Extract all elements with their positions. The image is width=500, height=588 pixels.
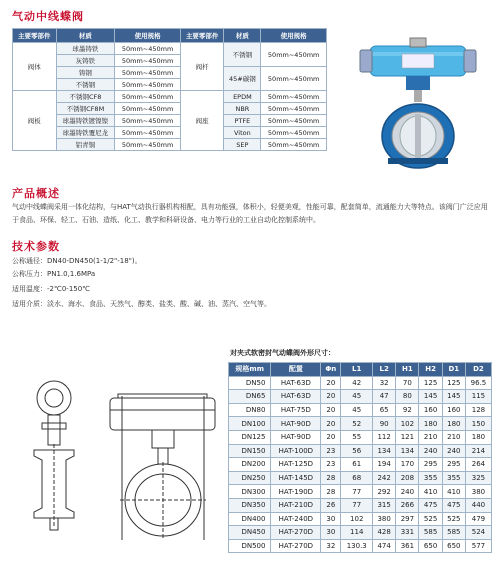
materials-row <box>13 127 327 139</box>
dims-cell: HAT-100D <box>271 444 321 458</box>
materials-cell: 50mm~450mm <box>261 91 327 103</box>
dims-cell: 242 <box>373 471 396 485</box>
dims-cell: HAT-90D <box>271 430 321 444</box>
dims-cell: 56 <box>341 444 373 458</box>
dims-cell: 125 <box>442 376 465 390</box>
materials-cell: Viton <box>224 127 261 139</box>
dims-cell: 292 <box>373 485 396 499</box>
dims-cell: 295 <box>419 458 442 472</box>
dims-cell: HAT-75D <box>271 403 321 417</box>
param-item: 公称压力：PN1.0,1.6MPa <box>12 270 96 278</box>
materials-row <box>13 115 327 127</box>
dims-header-cell: 配置 <box>271 363 321 377</box>
dims-cell: 52 <box>341 417 373 431</box>
dims-cell: 96.5 <box>465 376 491 390</box>
dims-cell: DN150 <box>229 444 271 458</box>
dims-cell: 70 <box>396 376 419 390</box>
materials-row <box>13 43 327 55</box>
dims-cell: DN125 <box>229 430 271 444</box>
dims-cell: 28 <box>321 471 341 485</box>
dims-cell: 210 <box>442 430 465 444</box>
dims-cell: 475 <box>442 498 465 512</box>
materials-cell: 50mm~450mm <box>115 91 181 103</box>
materials-cell: 50mm~450mm <box>115 79 181 91</box>
dims-cell: DN500 <box>229 539 271 553</box>
materials-cell: 50mm~450mm <box>261 67 327 91</box>
dims-cell: 361 <box>396 539 419 553</box>
materials-cell: 50mm~450mm <box>261 127 327 139</box>
params-title: 技术参数 <box>12 240 60 253</box>
dims-cell: 145 <box>442 390 465 404</box>
dims-cell: 45 <box>341 403 373 417</box>
dims-cell: 115 <box>465 390 491 404</box>
dims-cell: 128 <box>465 403 491 417</box>
dims-cell: 32 <box>321 539 341 553</box>
materials-cell: 球墨铸铁镀镍镍 <box>56 115 115 127</box>
dims-cell: 208 <box>396 471 419 485</box>
dims-row <box>229 376 492 390</box>
dims-cell: 240 <box>419 444 442 458</box>
dims-cell: HAT-270D <box>271 526 321 540</box>
dims-cell: HAT-190D <box>271 485 321 499</box>
dims-cell: 114 <box>341 526 373 540</box>
dims-cell: DN300 <box>229 485 271 499</box>
dims-cell: 42 <box>341 376 373 390</box>
dims-cell: 240 <box>396 485 419 499</box>
dims-cell: 112 <box>373 430 396 444</box>
dims-header-cell: 规格mm <box>229 363 271 377</box>
dims-cell: 134 <box>396 444 419 458</box>
dims-cell: HAT-145D <box>271 471 321 485</box>
dims-cell: HAT-270D <box>271 539 321 553</box>
dims-cell: 295 <box>442 458 465 472</box>
dims-row <box>229 417 492 431</box>
dims-header-cell: H2 <box>419 363 442 377</box>
dims-row <box>229 444 492 458</box>
dims-cell: 355 <box>419 471 442 485</box>
materials-row <box>13 91 327 103</box>
materials-cell: 50mm~450mm <box>261 43 327 67</box>
dims-cell: 380 <box>373 512 396 526</box>
dims-row <box>229 471 492 485</box>
materials-table <box>12 28 327 151</box>
dims-cell: DN450 <box>229 526 271 540</box>
dims-cell: 45 <box>341 390 373 404</box>
dims-row <box>229 526 492 540</box>
materials-row <box>13 139 327 151</box>
dims-cell: DN80 <box>229 403 271 417</box>
dims-cell: 68 <box>341 471 373 485</box>
dims-cell: 180 <box>465 430 491 444</box>
materials-cell: SEP <box>224 139 261 151</box>
dims-header-cell: H1 <box>396 363 419 377</box>
materials-cell: 灰铸铁 <box>56 55 115 67</box>
dims-header-cell: L2 <box>373 363 396 377</box>
dims-cell: DN350 <box>229 498 271 512</box>
materials-cell: 50mm~450mm <box>261 139 327 151</box>
dims-cell: 23 <box>321 458 341 472</box>
dims-cell: 32 <box>373 376 396 390</box>
dims-header-cell: Φn <box>321 363 341 377</box>
dims-cell: 160 <box>419 403 442 417</box>
dims-row <box>229 430 492 444</box>
dims-cell: 20 <box>321 417 341 431</box>
dims-cell: DN50 <box>229 376 271 390</box>
dims-cell: 266 <box>396 498 419 512</box>
dims-cell: 585 <box>419 526 442 540</box>
dims-cell: 475 <box>419 498 442 512</box>
dims-cell: 479 <box>465 512 491 526</box>
dims-header-cell: L1 <box>341 363 373 377</box>
dims-table <box>228 362 492 553</box>
page-title: 气动中线蝶阀 <box>12 10 84 23</box>
dims-cell: 214 <box>465 444 491 458</box>
dims-cell: 28 <box>321 485 341 499</box>
dims-row <box>229 485 492 499</box>
dims-cell: 170 <box>396 458 419 472</box>
dims-cell: 20 <box>321 390 341 404</box>
param-item: 适用介质：淡水、海水、食品、天然气、醇类、盐类、酸、碱、油、蒸汽、空气等。 <box>12 300 271 308</box>
materials-cell: 50mm~450mm <box>115 67 181 79</box>
materials-cell: 50mm~450mm <box>115 115 181 127</box>
materials-cell: 不锈钢CF8 <box>56 91 115 103</box>
front-view-drawing <box>100 390 225 550</box>
dims-cell: 30 <box>321 526 341 540</box>
dims-cell: HAT-210D <box>271 498 321 512</box>
dims-cell: 650 <box>419 539 442 553</box>
materials-cell: NBR <box>224 103 261 115</box>
dims-cell: 90 <box>373 417 396 431</box>
dims-cell: 130.3 <box>341 539 373 553</box>
param-item: 适用温度：-2℃0-150℃ <box>12 285 91 293</box>
materials-part-cell: 阀板 <box>13 91 57 151</box>
dims-header-cell: D2 <box>465 363 491 377</box>
dims-cell: 264 <box>465 458 491 472</box>
dims-row <box>229 403 492 417</box>
dims-cell: 525 <box>442 512 465 526</box>
dims-cell: 20 <box>321 403 341 417</box>
materials-cell: 铝青铜 <box>56 139 115 151</box>
dims-cell: 65 <box>373 403 396 417</box>
dims-caption: 对夹式软密封气动蝶阀外形尺寸： <box>230 349 335 357</box>
materials-header-cell: 使用规格 <box>115 29 181 43</box>
materials-cell: 50mm~450mm <box>115 103 181 115</box>
dims-cell: 160 <box>442 403 465 417</box>
materials-cell: 50mm~450mm <box>115 127 181 139</box>
dims-row <box>229 498 492 512</box>
dims-cell: 315 <box>373 498 396 512</box>
materials-part-cell: 阀体 <box>13 43 57 91</box>
materials-header-cell: 材质 <box>224 29 261 43</box>
materials-row <box>13 103 327 115</box>
dims-cell: 20 <box>321 430 341 444</box>
materials-cell: 50mm~450mm <box>115 139 181 151</box>
dims-cell: DN250 <box>229 471 271 485</box>
dims-row <box>229 390 492 404</box>
dims-cell: HAT-63D <box>271 390 321 404</box>
dims-cell: 20 <box>321 376 341 390</box>
param-item: 公称通径：DN40-DN450(1-1/2"-18")。 <box>12 257 142 265</box>
dims-cell: DN100 <box>229 417 271 431</box>
dims-cell: 23 <box>321 444 341 458</box>
dims-cell: 30 <box>321 512 341 526</box>
dims-cell: 650 <box>442 539 465 553</box>
dims-cell: 121 <box>396 430 419 444</box>
dims-row <box>229 458 492 472</box>
dims-cell: 180 <box>419 417 442 431</box>
dims-cell: 80 <box>396 390 419 404</box>
materials-header-cell: 主要零部件 <box>180 29 224 43</box>
dims-cell: 428 <box>373 526 396 540</box>
materials-header-cell: 使用规格 <box>261 29 327 43</box>
dims-cell: 297 <box>396 512 419 526</box>
materials-cell: 铸钢 <box>56 67 115 79</box>
materials-cell: 50mm~450mm <box>261 103 327 115</box>
dims-cell: 585 <box>442 526 465 540</box>
dims-cell: HAT-63D <box>271 376 321 390</box>
dims-cell: 380 <box>465 485 491 499</box>
dims-cell: 524 <box>465 526 491 540</box>
dims-cell: 102 <box>341 512 373 526</box>
dims-cell: 145 <box>419 390 442 404</box>
materials-part-cell: 阀杆 <box>180 43 224 91</box>
dims-cell: 125 <box>419 376 442 390</box>
dims-cell: 410 <box>442 485 465 499</box>
dims-cell: 92 <box>396 403 419 417</box>
params-list <box>12 255 312 311</box>
dims-cell: 331 <box>396 526 419 540</box>
dims-cell: HAT-125D <box>271 458 321 472</box>
materials-part-cell: 阀座 <box>180 91 224 151</box>
materials-cell: 不锈钢 <box>224 43 261 67</box>
dims-cell: 77 <box>341 485 373 499</box>
materials-cell: 球墨铸铁覆尼龙 <box>56 127 115 139</box>
actuator-label <box>402 54 434 68</box>
side-view-drawing <box>14 378 94 538</box>
overview-title: 产品概述 <box>12 187 60 200</box>
dims-cell: 474 <box>373 539 396 553</box>
dims-cell: 61 <box>341 458 373 472</box>
materials-cell: 球墨铸铁 <box>56 43 115 55</box>
dims-row <box>229 539 492 553</box>
dims-cell: 440 <box>465 498 491 512</box>
materials-cell: EPDM <box>224 91 261 103</box>
overview-text: 气动中线蝶阀采用一体化结构，与HAT气动执行器机构相配，具有功能强，体积小，轻便美观，性能可靠，配套简单，流通能力大等特点。该阀门广泛应用于食品、环保、轻工、石油、造纸、化工、教学和科研设备、电力等行业的工业自动化控制系统中。 <box>12 203 488 224</box>
dims-cell: 180 <box>442 417 465 431</box>
dims-cell: HAT-90D <box>271 417 321 431</box>
dims-cell: DN400 <box>229 512 271 526</box>
dims-cell: 102 <box>396 417 419 431</box>
materials-cell: 50mm~450mm <box>115 55 181 67</box>
dims-cell: 77 <box>341 498 373 512</box>
dims-cell: 240 <box>442 444 465 458</box>
dims-cell: 525 <box>419 512 442 526</box>
materials-header-cell: 材质 <box>56 29 115 43</box>
materials-cell: PTFE <box>224 115 261 127</box>
valve-photo <box>348 34 488 174</box>
dims-row <box>229 512 492 526</box>
dims-cell: DN65 <box>229 390 271 404</box>
dims-cell: 325 <box>465 471 491 485</box>
materials-cell: 不锈钢CF8M <box>56 103 115 115</box>
materials-row <box>13 67 327 79</box>
dims-cell: 194 <box>373 458 396 472</box>
dims-cell: 26 <box>321 498 341 512</box>
dims-cell: HAT-240D <box>271 512 321 526</box>
materials-cell: 不锈钢 <box>56 79 115 91</box>
dims-header-cell: D1 <box>442 363 465 377</box>
dims-cell: 47 <box>373 390 396 404</box>
materials-cell: 45#碳钢 <box>224 67 261 91</box>
materials-cell: 50mm~450mm <box>261 115 327 127</box>
dims-cell: DN200 <box>229 458 271 472</box>
materials-header-cell: 主要零部件 <box>13 29 57 43</box>
dims-cell: 210 <box>419 430 442 444</box>
dims-cell: 410 <box>419 485 442 499</box>
materials-cell: 50mm~450mm <box>115 43 181 55</box>
dims-cell: 355 <box>442 471 465 485</box>
dims-cell: 134 <box>373 444 396 458</box>
dims-cell: 150 <box>465 417 491 431</box>
dims-cell: 55 <box>341 430 373 444</box>
dims-cell: 577 <box>465 539 491 553</box>
